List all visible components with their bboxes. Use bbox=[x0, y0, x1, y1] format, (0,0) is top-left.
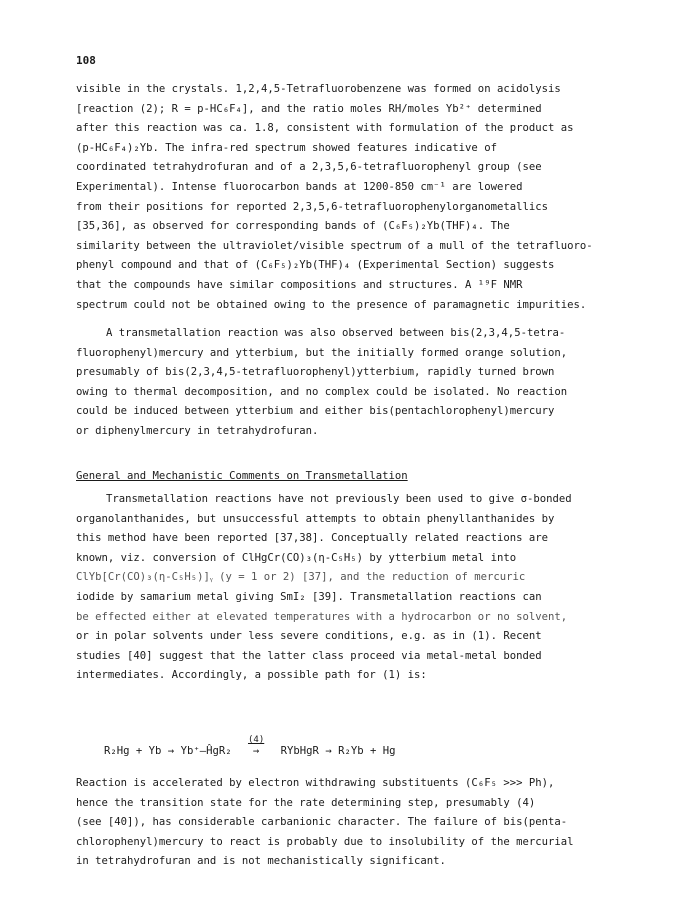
text-line: similarity between the ultraviolet/visible spectrum of a mull of the tetrafluoro- bbox=[76, 239, 593, 252]
equation-reactants: R₂Hg + Yb bbox=[104, 745, 162, 757]
reaction-arrow-icon: → bbox=[325, 745, 339, 757]
text-line: phenyl compound and that of (C₆F₅)₂Yb(THF)₄ (Experimental Section) suggests bbox=[76, 259, 555, 272]
text-line: owing to thermal decomposition, and no complex could be isolated. No reaction bbox=[76, 385, 568, 398]
text-line: fluorophenyl)mercury and ytterbium, but the initially formed orange solution, bbox=[76, 346, 568, 359]
page-number: 108 bbox=[76, 54, 96, 67]
text-line: (p-HC₆F₄)₂Yb. The infra-red spectrum showed features indicative of bbox=[76, 141, 497, 154]
reaction-arrow-icon: → bbox=[252, 745, 260, 757]
text-line: spectrum could not be obtained owing to the presence of paramagnetic impurities. bbox=[76, 298, 587, 311]
text-line: coordinated tetrahydrofuran and of a 2,3,5,6-tetrafluorophenyl group (see bbox=[76, 161, 542, 174]
text-line: intermediates. Accordingly, a possible path for (1) is: bbox=[76, 669, 427, 682]
text-line: ClYb[Cr(CO)₃(η-C₅H₅)]ᵧ (y = 1 or 2) [37], and the reduction of mercuric bbox=[76, 571, 526, 584]
text-line: organolanthanides, but unsuccessful attempts to obtain phenyllanthanides by bbox=[76, 512, 555, 525]
text-line: chlorophenyl)mercury to react is probably due to insolubility of the mercurial bbox=[76, 835, 574, 848]
paragraph-2 bbox=[76, 324, 616, 442]
equation-intermediate-1: Yb⁺—ĤgR₂ bbox=[180, 745, 232, 757]
text-line: in tetrahydrofuran and is not mechanistically significant. bbox=[76, 855, 446, 868]
equation-step-label: (4) bbox=[247, 735, 265, 745]
text-line: studies [40] suggest that the latter class proceed via metal-metal bonded bbox=[76, 649, 542, 662]
text-line: from their positions for reported 2,3,5,6-tetrafluorophenylorganometallics bbox=[76, 200, 548, 213]
text-line: [reaction (2); R = p-HC₆F₄], and the ratio moles RH/moles Yb²⁺ determined bbox=[76, 102, 542, 115]
text-line: be effected either at elevated temperatures with a hydrocarbon or no solvent, bbox=[76, 610, 568, 623]
text-line: visible in the crystals. 1,2,4,5-Tetrafluorobenzene was formed on acidolysis bbox=[76, 83, 561, 95]
text-line: presumably of bis(2,3,4,5-tetrafluorophenyl)ytterbium, rapidly turned brown bbox=[76, 366, 555, 379]
text-line: this method have been reported [37,38]. Conceptually related reactions are bbox=[76, 532, 548, 545]
text-line: Reaction is accelerated by electron withdrawing substituents (C₆F₅ >>> Ph), bbox=[76, 777, 555, 789]
text-line: A transmetallation reaction was also observed between bis(2,3,4,5-tetra- bbox=[106, 327, 566, 339]
text-line: Experimental). Intense fluorocarbon bands at 1200-850 cm⁻¹ are lowered bbox=[76, 180, 523, 193]
text-line: (see [40]), has considerable carbanionic character. The failure of bis(penta- bbox=[76, 816, 568, 829]
text-line: [35,36], as observed for corresponding bands of (C₆F₅)₂Yb(THF)₄. The bbox=[76, 220, 510, 233]
text-line: hence the transition state for the rate determining step, presumably (4) bbox=[76, 796, 536, 809]
reaction-arrow-icon: → bbox=[167, 745, 181, 757]
paragraph-4 bbox=[76, 774, 616, 872]
paragraph-1 bbox=[76, 80, 616, 315]
text-line: known, viz. conversion of ClHgCr(CO)₃(η-C₅H₅) by ytterbium metal into bbox=[76, 551, 517, 564]
text-line: or diphenylmercury in tetrahydrofuran. bbox=[76, 424, 319, 437]
equation-intermediate-2: RYbHgR bbox=[280, 745, 319, 757]
reaction-equation bbox=[104, 736, 395, 757]
text-line: after this reaction was ca. 1.8, consistent with formulation of the product as bbox=[76, 122, 574, 135]
labeled-arrow bbox=[248, 736, 264, 757]
equation-products: R₂Yb + Hg bbox=[338, 745, 396, 757]
text-line: Transmetallation reactions have not previously been used to give σ-bonded bbox=[106, 493, 572, 505]
text-line: or in polar solvents under less severe conditions, e.g. as in (1). Recent bbox=[76, 630, 542, 643]
text-line: could be induced between ytterbium and either bis(pentachlorophenyl)mercury bbox=[76, 405, 555, 418]
paragraph-3 bbox=[76, 490, 616, 686]
text-line: that the compounds have similar compositions and structures. A ¹⁹F NMR bbox=[76, 278, 523, 291]
text-line: iodide by samarium metal giving SmI₂ [39]. Transmetallation reactions can bbox=[76, 590, 542, 603]
section-heading: General and Mechanistic Comments on Transmetallation bbox=[76, 470, 408, 482]
